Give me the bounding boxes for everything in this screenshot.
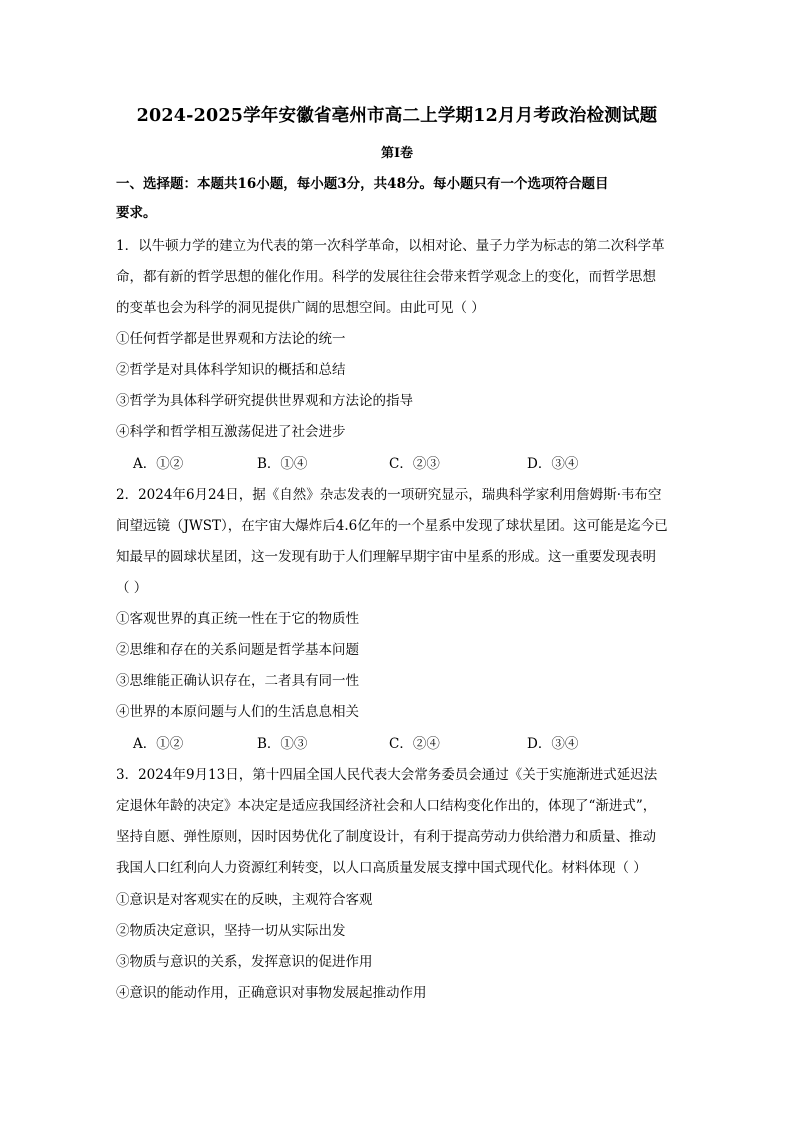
question-3-item-4: ④意识的能动作用，正确意识对事物发展起推动作用 (116, 985, 427, 1001)
question-2-item-3: ③思维能正确认识存在，二者具有同一性 (116, 673, 359, 689)
question-2-stem-line-2: 间望远镜（JWST），在宇宙大爆炸后4.6亿年的一个星系中发现了球状星团。这可能是迄今已 (116, 518, 668, 534)
question-1-option-a: A．①② (133, 456, 184, 472)
question-3-stem-line-3: 坚持自愿、弹性原则，因时因势优化了制度设计，有利于提高劳动力供给潜力和质量、推动 (116, 829, 656, 845)
question-1-option-c: C．②③ (389, 456, 440, 472)
question-2-option-c: C．②④ (389, 736, 440, 752)
question-1-item-2: ②哲学是对具体科学知识的概括和总结 (116, 362, 346, 378)
question-3-stem-line-2: 定退休年龄的决定》本决定是适应我国经济社会和人口结构变化作出的，体现了“渐进式”， (116, 798, 657, 814)
question-2-option-a: A．①② (133, 736, 184, 752)
question-1-option-b: B．①④ (257, 456, 308, 472)
question-3-item-1: ①意识是对客观实在的反映，主观符合客观 (116, 892, 373, 908)
question-1-stem-line-2: 命，都有新的哲学思想的催化作用。科学的发展往往会带来哲学观念上的变化，而哲学思想 (116, 269, 656, 285)
volume-label: 第Ⅰ卷 (380, 146, 414, 161)
section-instructions-line-2: 要求。 (116, 205, 157, 221)
question-2-item-1: ①客观世界的真正统一性在于它的物质性 (116, 611, 359, 627)
question-2-item-4: ④世界的本原问题与人们的生活息息相关 (116, 704, 359, 720)
question-2-option-d: D．③④ (527, 736, 579, 752)
question-2-stem-line-4: （ ） (116, 580, 148, 596)
question-3-stem-line-4: 我国人口红利向人力资源红利转变，以人口高质量发展支撑中国式现代化。材料体现（ ） (116, 860, 647, 876)
question-2-options (133, 734, 653, 754)
question-3-item-2: ②物质决定意识，坚持一切从实际出发 (116, 923, 346, 939)
question-2-stem-line-3: 知最早的圆球状星团，这一发现有助于人们理解早期宇宙中星系的形成。这一重要发现表明 (116, 549, 656, 565)
question-1-stem-line-1: 1．以牛顿力学的建立为代表的第一次科学革命，以相对论、量子力学为标志的第二次科学革 (116, 238, 665, 254)
question-1-item-1: ①任何哲学都是世界观和方法论的统一 (116, 331, 346, 347)
question-2-option-b: B．①③ (257, 736, 308, 752)
question-2-item-2: ②思维和存在的关系问题是哲学基本问题 (116, 642, 359, 658)
question-1-stem-line-3: 的变革也会为科学的洞见提供广阔的思想空间。由此可见（ ） (116, 300, 485, 316)
question-1-item-4: ④科学和哲学相互激荡促进了社会进步 (116, 424, 346, 440)
question-1-options (133, 454, 653, 474)
question-3-stem-line-1: 3．2024年9月13日，第十四届全国人民代表大会常务委员会通过《关于实施渐进式延迟法 (116, 767, 658, 783)
page-title: 2024-2025学年安徽省亳州市高二上学期12月月考政治检测试题 (136, 106, 658, 126)
question-3-item-3: ③物质与意识的关系，发挥意识的促进作用 (116, 954, 373, 970)
question-1-option-d: D．③④ (527, 456, 579, 472)
section-instructions-line-1: 一、选择题：本题共16小题，每小题3分，共48分。每小题只有一个选项符合题目 (116, 176, 609, 192)
question-2-stem-line-1: 2．2024年6月24日，据《自然》杂志发表的一项研究显示，瑞典科学家利用詹姆斯·韦布空 (116, 487, 662, 503)
question-1-item-3: ③哲学为具体科学研究提供世界观和方法论的指导 (116, 393, 413, 409)
